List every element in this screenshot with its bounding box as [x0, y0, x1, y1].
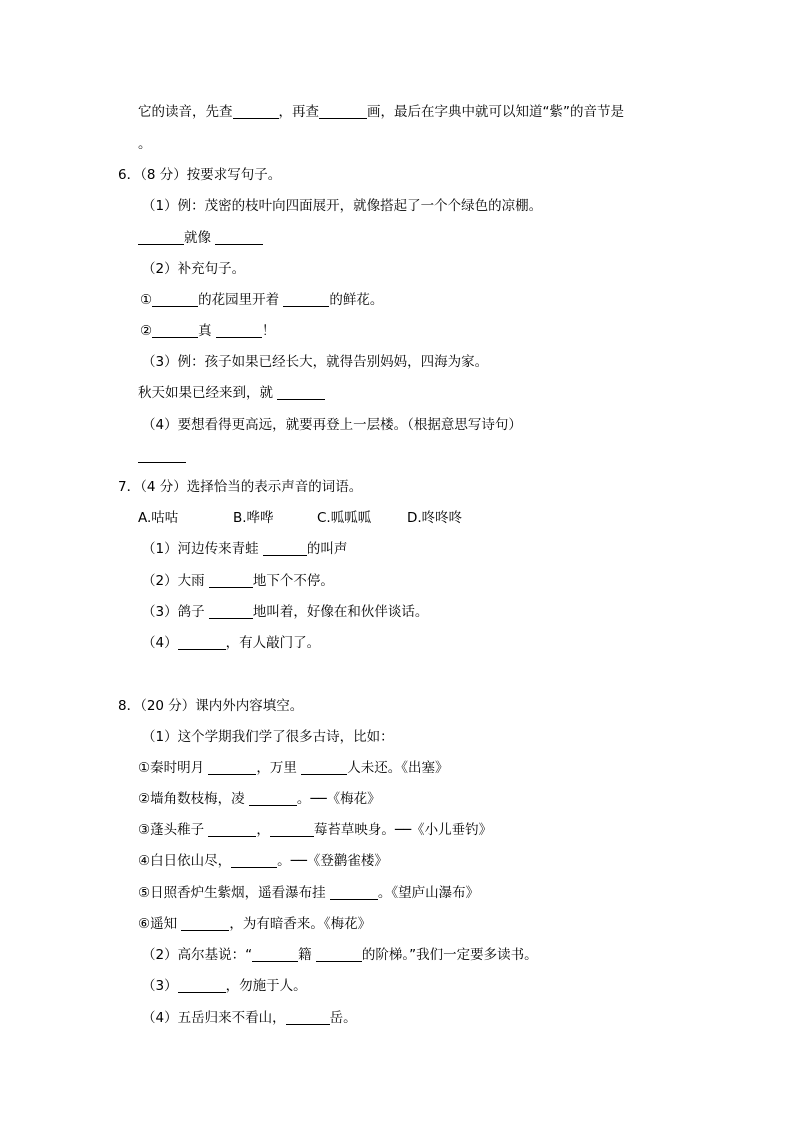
text-line	[140, 322, 275, 340]
blank[interactable]	[152, 292, 198, 307]
blank[interactable]	[208, 760, 256, 775]
text-seg: 8．（20 分）课内外内容填空。	[118, 698, 304, 714]
text-seg: ，为有暗香来。《梅花》	[229, 916, 372, 932]
blank[interactable]	[301, 760, 347, 775]
text-line	[138, 447, 186, 465]
blank[interactable]	[277, 385, 325, 400]
blank[interactable]	[209, 573, 253, 588]
text-seg: 莓苔草映身。──《小儿垂钓》	[313, 822, 493, 838]
text-seg: 画，最后在字典中就可以知道“紫”的音节是	[367, 104, 624, 120]
text-seg: ③蓬头稚子	[138, 822, 209, 838]
option-a[interactable]	[138, 509, 178, 527]
option-label: C.呱呱呱	[317, 510, 372, 526]
text-seg: （2）高尔基说：“	[142, 947, 253, 963]
text-seg: （1）这个学期我们学了很多古诗，比如：	[142, 729, 394, 745]
text-seg: 它的读音，先查	[138, 104, 233, 120]
text-seg: 7．（4 分）选择恰当的表示声音的词语。	[118, 479, 363, 495]
text-seg: ，再查	[278, 104, 319, 120]
blank[interactable]	[138, 448, 186, 463]
blank[interactable]	[178, 635, 226, 650]
text-seg: ②	[140, 323, 153, 339]
text-seg: （3）	[142, 978, 178, 994]
text-seg: （2）大雨	[142, 573, 209, 589]
text-seg: 。──《登鹳雀楼》	[277, 853, 388, 869]
blank[interactable]	[270, 822, 314, 837]
text-line	[138, 135, 152, 153]
text-seg: ，万里	[256, 760, 302, 776]
question-7-title	[118, 478, 362, 496]
option-label: B.哗哗	[233, 510, 274, 526]
text-line	[142, 353, 488, 371]
text-line	[142, 946, 538, 964]
blank[interactable]	[249, 791, 297, 806]
text-seg: 。──《梅花》	[296, 791, 381, 807]
text-seg: 6．（8 分）按要求写句子。	[118, 167, 282, 183]
text-line	[138, 103, 624, 121]
text-seg: （3）例：孩子如果已经长大，就得告别妈妈，四海为家。	[142, 354, 489, 370]
text-line	[138, 229, 263, 247]
text-seg: 地下个不停。	[252, 573, 334, 589]
text-line	[142, 260, 245, 278]
text-seg: 。	[138, 136, 152, 152]
text-line	[142, 728, 394, 746]
text-seg: ⑤日照香炉生紫烟，遥看瀑布挂	[138, 885, 330, 901]
text-seg: ，勿施于人。	[225, 978, 307, 994]
text-seg: （4）五岳归来不看山，	[142, 1010, 286, 1026]
text-seg: 就像	[184, 230, 216, 246]
text-seg: 的鲜花。	[329, 292, 384, 308]
text-seg: （3）鸽子	[142, 604, 209, 620]
blank[interactable]	[215, 230, 263, 245]
blank[interactable]	[319, 104, 367, 119]
blank[interactable]	[209, 604, 253, 619]
blank[interactable]	[152, 323, 198, 338]
text-line	[142, 977, 307, 995]
question-8-title	[118, 697, 303, 715]
text-line	[142, 197, 542, 215]
blank[interactable]	[138, 230, 184, 245]
text-seg: 地叫着，好像在和伙伴谈话。	[252, 604, 429, 620]
text-seg: ！	[261, 323, 276, 339]
text-seg: （1）河边传来青蛙	[142, 541, 263, 557]
blank[interactable]	[286, 1010, 330, 1025]
blank[interactable]	[233, 104, 279, 119]
text-seg: （1）例：茂密的枝叶向四面展开，就像搭起了一个个绿色的凉棚。	[142, 198, 543, 214]
text-seg: 籍	[298, 947, 316, 963]
text-seg: （4）要想看得更高远，就要再登上一层楼。（根据意思写诗句）	[142, 417, 522, 433]
text-seg: ①	[140, 292, 153, 308]
text-line	[142, 572, 334, 590]
text-seg: ，	[256, 822, 270, 838]
text-seg: ，有人敲门了。	[225, 635, 321, 651]
text-line	[138, 821, 492, 839]
text-seg: 岳。	[329, 1010, 357, 1026]
text-seg: 的花园里开着	[198, 292, 284, 308]
text-seg: ①秦时明月	[138, 760, 209, 776]
text-seg: （2）补充句子。	[142, 261, 246, 277]
text-seg: 。《望庐山瀑布》	[377, 885, 480, 901]
text-line	[140, 291, 383, 309]
text-seg: ④白日依山尽，	[138, 853, 232, 869]
text-line	[138, 884, 479, 902]
option-label: D.咚咚咚	[407, 510, 463, 526]
text-line	[138, 790, 381, 808]
blank[interactable]	[316, 947, 362, 962]
text-line	[138, 759, 448, 777]
option-c[interactable]	[317, 509, 371, 527]
option-d[interactable]	[407, 509, 462, 527]
blank[interactable]	[216, 323, 262, 338]
text-line	[138, 852, 388, 870]
blank[interactable]	[231, 853, 277, 868]
text-line	[138, 384, 325, 402]
text-line	[142, 603, 428, 621]
text-line	[142, 540, 347, 558]
text-seg: ②墙角数枝梅，凌	[138, 791, 249, 807]
blank[interactable]	[252, 947, 298, 962]
text-seg: 人未还。《出塞》	[347, 760, 449, 776]
option-b[interactable]	[233, 509, 274, 527]
text-seg: 的叫声	[306, 541, 348, 557]
text-line	[142, 634, 320, 652]
text-seg: ⑥遥知	[138, 916, 182, 932]
text-seg: 秋天如果已经来到，就	[138, 385, 278, 401]
text-line	[142, 1009, 357, 1027]
text-line	[138, 915, 371, 933]
blank[interactable]	[330, 885, 378, 900]
text-line	[142, 416, 522, 434]
blank[interactable]	[178, 978, 226, 993]
blank[interactable]	[181, 916, 229, 931]
blank[interactable]	[283, 292, 329, 307]
blank[interactable]	[263, 541, 307, 556]
text-seg: 的阶梯。”我们一定要多读书。	[361, 947, 538, 963]
text-seg: 真	[198, 323, 216, 339]
blank[interactable]	[208, 822, 256, 837]
question-6-title	[118, 166, 281, 184]
text-seg: （4）	[142, 635, 178, 651]
option-label: A.咕咕	[138, 510, 179, 526]
